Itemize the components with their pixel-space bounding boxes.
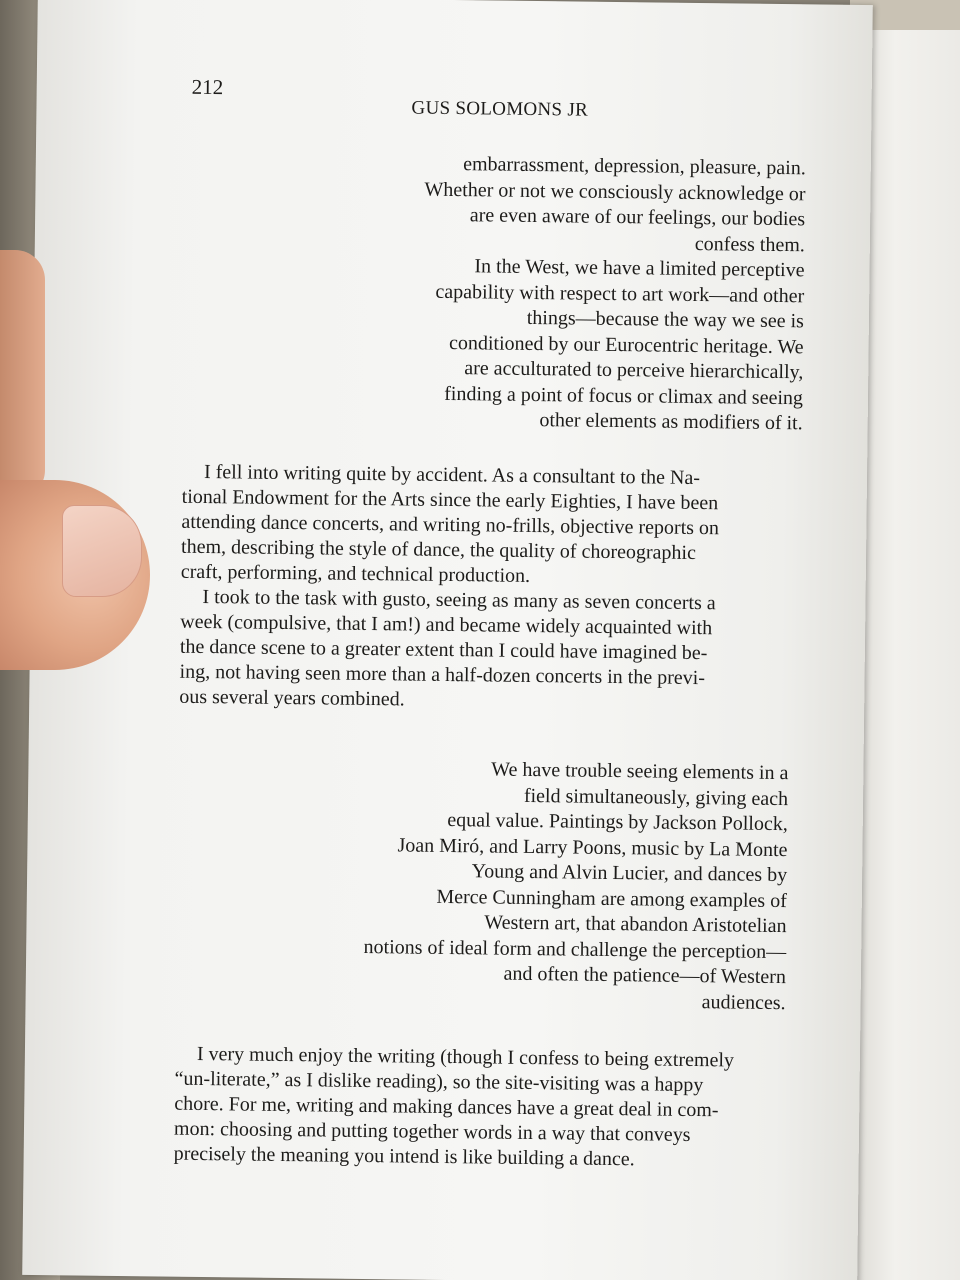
body-line: “un-literate,” as I dislike reading), so the site-visiting was a happy bbox=[174, 1067, 704, 1097]
quote-line: audiences. bbox=[701, 990, 786, 1014]
body-line: precisely the meaning you intend is like building a dance. bbox=[173, 1142, 635, 1171]
quote-line: are acculturated to perceive hierarchically, bbox=[464, 357, 804, 384]
quote-line: are even aware of our feelings, our bodies bbox=[469, 204, 806, 231]
body-line: the dance scene to a greater extent than I could have imagined be- bbox=[179, 635, 708, 665]
body-line: week (compulsive, that I am!) and became widely acquainted with bbox=[180, 610, 713, 640]
page-number: 212 bbox=[191, 74, 224, 100]
body-line: tional Endowment for the Arts since the early Eighties, I have been bbox=[181, 485, 719, 515]
quote-line: Whether or not we consciously acknowledge or bbox=[424, 178, 806, 205]
pull-quote-1 bbox=[422, 152, 806, 437]
book-page bbox=[22, 0, 873, 1280]
body-line: ous several years combined. bbox=[179, 685, 405, 711]
quote-line: finding a point of focus or climax and seeing bbox=[444, 382, 804, 409]
quote-line: Merce Cunningham are among examples of bbox=[436, 885, 787, 912]
quote-line: field simultaneously, giving each bbox=[523, 784, 789, 810]
quote-line: capability with respect to art work—and other bbox=[435, 280, 805, 307]
quote-line: embarrassment, depression, pleasure, pain. bbox=[463, 153, 806, 180]
quote-line: Young and Alvin Lucier, and dances by bbox=[471, 860, 788, 887]
quote-line: notions of ideal form and challenge the perception— bbox=[363, 935, 787, 963]
body-line: I took to the task with gusto, seeing as many as seven concerts a bbox=[202, 585, 716, 615]
body-line: them, describing the style of dance, the quality of choreographic bbox=[180, 535, 697, 564]
running-head: GUS SOLOMONS JR bbox=[411, 97, 589, 121]
body-line: I very much enjoy the writing (though I confess to being extremely bbox=[196, 1042, 735, 1072]
quote-line: other elements as modifiers of it. bbox=[539, 409, 803, 435]
body-paragraphs-1 bbox=[179, 460, 720, 717]
quote-line: things—because the way we see is bbox=[526, 306, 805, 333]
quote-line: equal value. Paintings by Jackson Pollock, bbox=[447, 808, 788, 836]
body-line: attending dance concerts, and writing no-frills, objective reports on bbox=[181, 510, 720, 540]
pull-quote-2 bbox=[363, 756, 789, 1016]
quote-line: In the West, we have a limited perceptive bbox=[474, 255, 805, 282]
quote-line: and often the patience—of Western bbox=[503, 962, 787, 989]
hand-fingers bbox=[0, 250, 45, 500]
quote-line: Western art, that abandon Aristotelian bbox=[484, 911, 787, 938]
body-line: craft, performing, and technical production. bbox=[180, 560, 531, 587]
quote-line: conditioned by our Eurocentric heritage. We bbox=[448, 331, 804, 358]
quote-line: confess them. bbox=[694, 232, 805, 256]
quote-line: We have trouble seeing elements in a bbox=[491, 758, 789, 785]
body-line: chore. For me, writing and making dances have a great deal in com- bbox=[174, 1092, 719, 1122]
quote-line: Joan Miró, and Larry Poons, music by La Monte bbox=[397, 833, 788, 861]
thumbnail bbox=[62, 505, 142, 597]
body-line: mon: choosing and putting together words in a way that conveys bbox=[173, 1117, 691, 1146]
body-line: ing, not having seen more than a half-dozen concerts in the previ- bbox=[179, 660, 706, 690]
body-paragraphs-2 bbox=[174, 1042, 735, 1174]
body-line: I fell into writing quite by accident. As a consultant to the Na- bbox=[203, 460, 701, 490]
